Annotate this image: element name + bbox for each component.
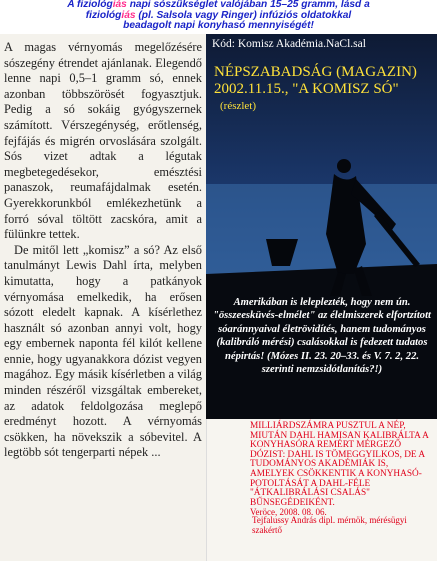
top-note-line-2: fiziológiás (pl. Salsola vagy Ringer) infúziós oldatokkal xyxy=(85,9,352,21)
image-caption-title: NÉPSZABADSÁG (MAGAZIN) 2002.11.15., "A KOMISZ SÓ" xyxy=(214,64,417,97)
red-commentary-date: Veröce, 2008. 08. 06. xyxy=(250,507,327,518)
top-note-line-1: A fiziológiás napi sószükséglet valójában 15–25 gramm, lásd a xyxy=(67,0,370,10)
handwritten-top-note xyxy=(0,0,437,34)
article-body xyxy=(4,40,202,461)
red-commentary-text: MILLIÁRDSZÁMRA PUSZTUL A NÉP, MIUTÁN DAHL HAMISAN KALIBRÁLTA A KONYHASÓRA REMÉRT MÉRGEZŐ DÓZIST: DAHL IS TÖMEGGYILKOS, DE A TUDOMÁNYOS AKADÉMIÁK IS, AMELYEK CSÖKKENTIK A KONYHASÓ-POTOLTÁSÁT A DAHL-FÉLE "ÁTKALIBRÁLÁSI CSALÁS" BŰNSEGÉDEIKÉNT. xyxy=(250,421,429,508)
magazine-image-panel xyxy=(206,34,437,419)
image-source-code: Kód: Komisz Akadémia.NaCl.sal xyxy=(212,38,366,50)
article-paragraph-2: De mitől lett „komisz” a só? Az első tanulmányt Lewis Dahl írta, melyben kimutatta, hogy a patkányok vérnyomása emelkedik, ha erősen sózott eledelt kapnak. A kísérlethez használt só azonban annyi volt, hogy egy embernek naponta fél kilót kellene ennie, hogy ugyanakkora dózist vegyen magához. Egy másik kísérletben a világ minden részéről vizsgáltak embereket, az adatok feldolgozása meglepő eredményt hozott. A vérnyomás csökken, ha növekszik a sóbevitel. A legtöbb sót tengerparti népek ... xyxy=(4,242,202,460)
article-column xyxy=(0,34,207,561)
image-caption-part: (részlet) xyxy=(220,100,257,112)
article-paragraph-1: A magas vérnyomás megelőzésére sószegény étrendet ajánlanak. Elegendő lenne napi 0,5–1 gramm só, ennek azonban többszörösét fogyasztjuk. Pedig a só sokáig gyógyszernek számított. Vérszegénység, erőtlenség, fejfájás és migrén orvoslására szolgált. Sós vizet adtak a légutak megbetegedésekor, emésztési panaszok, reumafájdalmak esetén. Gyerekkorunkból emlékezhetünk a forró sóval töltött zacskóra, amit a fülünkre tettek. xyxy=(4,40,202,242)
red-commentary xyxy=(250,422,432,518)
top-note-line-3: beadagolt napi konyhasó mennyiségét! xyxy=(123,20,314,31)
image-overlay-commentary: Amerikában is leleplezték, hogy nem ún. "összeesküvés-elmélet" az élelmiszerek elfortzított sóaránnyaival életrövidítés, hanem tudományos (kalibráló mérési) csalásokkal is fedezett tudatos népirtás! (Mózes II. 23. 20–33. és V. 7. 2, 22. szerinti nemzsidótlanítás?!) xyxy=(212,297,431,376)
author-signature: Tejfalussy András dipl. mérnök, mérésügyi szakértő xyxy=(252,515,407,535)
